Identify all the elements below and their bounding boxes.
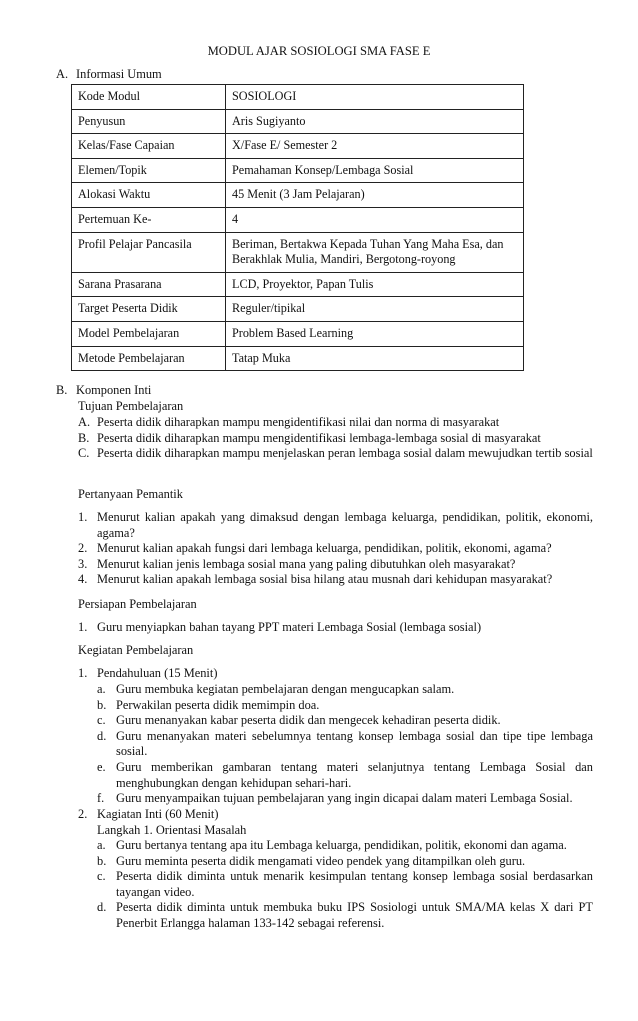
tujuan-heading: Tujuan Pembelajaran [78, 399, 184, 413]
table-key: Penyusun [72, 109, 226, 134]
table-value: Tatap Muka [226, 346, 524, 371]
section-b-title: Komponen Inti [76, 383, 152, 397]
list-item [97, 729, 593, 760]
table-value: Beriman, Bertakwa Kepada Tuhan Yang Maha Esa, dan Berakhlak Mulia, Mandiri, Bergotong-royong [226, 232, 524, 272]
section-b-heading [56, 383, 151, 399]
list-text: Menurut kalian apakah fungsi dari lembaga keluarga, pendidikan, politik, ekonomi, agama? [97, 541, 552, 556]
section-a-title: Informasi Umum [76, 67, 162, 81]
list-marker: C. [78, 446, 90, 461]
table-key: Kelas/Fase Capaian [72, 134, 226, 159]
list-text: Guru menanyakan kabar peserta didik dan mengecek kehadiran peserta didik. [116, 713, 501, 728]
table-value: SOSIOLOGI [226, 85, 524, 110]
inti-list [97, 838, 593, 932]
list-item [97, 713, 593, 729]
table-row [72, 183, 524, 208]
list-item [78, 620, 593, 636]
table-value: Aris Sugiyanto [226, 109, 524, 134]
list-marker: 2. [78, 541, 88, 556]
table-key: Elemen/Topik [72, 158, 226, 183]
table-row [72, 297, 524, 322]
list-text: Peserta didik diharapkan mampu mengidentifikasi nilai dan norma di masyarakat [97, 415, 500, 429]
pendahuluan-title: Pendahuluan (15 Menit) [97, 666, 218, 680]
table-row [72, 321, 524, 346]
table-row [72, 207, 524, 232]
list-marker: c. [97, 869, 106, 884]
list-marker: a. [97, 838, 106, 852]
list-item [78, 415, 593, 431]
table-key: Pertemuan Ke- [72, 207, 226, 232]
pendahuluan-list [97, 682, 593, 807]
list-marker: c. [97, 713, 106, 728]
list-item [78, 541, 593, 557]
persiapan-list [78, 620, 593, 636]
table-value: Pemahaman Konsep/Lembaga Sosial [226, 158, 524, 183]
document-title: MODUL AJAR SOSIOLOGI SMA FASE E [207, 44, 431, 58]
list-marker: 3. [78, 556, 88, 571]
list-item [97, 838, 593, 854]
list-text: Guru menanyakan materi sebelumnya tentang konsep lembaga sosial dan tipe tipe lembaga sosial. [116, 728, 593, 759]
list-text: Peserta didik diharapkan mampu mengidentifikasi lembaga-lembaga sosial di masyarakat [97, 430, 541, 445]
list-text: Menurut kalian apakah yang dimaksud dengan lembaga keluarga, pendidikan, politik, ekonomi, agama? [97, 510, 593, 540]
table-value: Problem Based Learning [226, 321, 524, 346]
list-text: Guru membuka kegiatan pembelajaran dengan mengucapkan salam. [116, 682, 455, 696]
list-item [97, 682, 593, 698]
inti-heading [78, 807, 218, 823]
list-marker: 1. [78, 666, 88, 680]
list-item [97, 854, 593, 870]
table-value: LCD, Proyektor, Papan Tulis [226, 272, 524, 297]
list-text: Guru memberikan gambaran tentang materi selanjutnya tentang Lembaga Sosial dan menghubungkan dengan kehidupan sehari-hari. [116, 759, 593, 790]
list-text: Peserta didik diminta untuk menarik kesimpulan tentang konsep lembaga sosial berdasarkan tayangan video. [116, 869, 593, 899]
inti-title: Kagiatan Inti (60 Menit) [97, 807, 219, 821]
list-item [97, 760, 593, 791]
list-marker: f. [97, 791, 105, 806]
info-table [71, 84, 524, 371]
list-text: Menurut kalian jenis lembaga sosial mana yang paling dibutuhkan oleh masyarakat? [97, 556, 516, 571]
list-item [97, 698, 593, 714]
table-row [72, 272, 524, 297]
list-marker: 2. [78, 807, 88, 821]
pendahuluan-heading [78, 666, 217, 682]
table-key: Profil Pelajar Pancasila [72, 232, 226, 272]
list-text: Guru bertanya tentang apa itu Lembaga keluarga, pendidikan, politik, ekonomi dan agama. [116, 838, 567, 852]
list-item [78, 572, 593, 588]
table-key: Kode Modul [72, 85, 226, 110]
list-text: Guru meminta peserta didik mengamati video pendek yang ditampilkan oleh guru. [116, 853, 526, 868]
list-marker: B. [78, 430, 90, 445]
table-row [72, 85, 524, 110]
table-row [72, 158, 524, 183]
list-item [78, 431, 593, 447]
table-value: 45 Menit (3 Jam Pelajaran) [226, 183, 524, 208]
list-text: Perwakilan peserta didik memimpin doa. [116, 697, 320, 712]
list-marker: b. [97, 697, 107, 712]
list-item [78, 510, 593, 541]
list-item [97, 869, 593, 900]
list-marker: A. [78, 415, 91, 429]
list-marker: 4. [78, 572, 88, 587]
list-marker: d. [97, 728, 107, 743]
table-row [72, 346, 524, 371]
table-row [72, 134, 524, 159]
tujuan-list [78, 415, 593, 462]
list-marker: a. [97, 682, 106, 696]
list-item [97, 791, 593, 807]
list-marker: b. [97, 853, 107, 868]
section-a-label: A. [56, 67, 69, 81]
list-marker: d. [97, 900, 107, 915]
list-item [78, 446, 593, 462]
list-item [97, 900, 593, 931]
list-marker: e. [97, 759, 106, 774]
pemantik-heading: Pertanyaan Pemantik [78, 487, 183, 501]
list-marker: 1. [78, 510, 88, 524]
table-value: Reguler/tipikal [226, 297, 524, 322]
section-a-heading [56, 67, 162, 83]
list-text: Guru menyampaikan tujuan pembelajaran yang ingin dicapai dalam materi Lembaga Sosial. [116, 791, 573, 806]
table-row [72, 232, 524, 272]
list-text: Menurut kalian apakah lembaga sosial bisa hilang atau musnah dari kehidupan masyarakat? [97, 572, 553, 587]
section-b-label: B. [56, 383, 68, 397]
list-item [78, 557, 593, 573]
list-text: Guru menyiapkan bahan tayang PPT materi Lembaga Sosial (lembaga sosial) [97, 620, 482, 634]
table-value: 4 [226, 207, 524, 232]
table-row [72, 109, 524, 134]
table-key: Metode Pembelajaran [72, 346, 226, 371]
table-key: Model Pembelajaran [72, 321, 226, 346]
pemantik-list [78, 510, 593, 588]
inti-step: Langkah 1. Orientasi Masalah [97, 823, 247, 837]
kegiatan-heading: Kegiatan Pembelajaran [78, 643, 194, 657]
table-value: X/Fase E/ Semester 2 [226, 134, 524, 159]
list-text: Peserta didik diharapkan mampu menjelaskan peran lembaga sosial dalam mewujudkan tertib sosial [97, 446, 593, 461]
list-marker: 1. [78, 620, 88, 634]
table-key: Alokasi Waktu [72, 183, 226, 208]
list-text: Peserta didik diminta untuk membuka buku IPS Sosiologi untuk SMA/MA kelas X dari PT Penerbit Erlangga halaman 133-142 sebagai referensi. [116, 900, 593, 930]
table-key: Target Peserta Didik [72, 297, 226, 322]
persiapan-heading: Persiapan Pembelajaran [78, 597, 197, 611]
table-key: Sarana Prasarana [72, 272, 226, 297]
